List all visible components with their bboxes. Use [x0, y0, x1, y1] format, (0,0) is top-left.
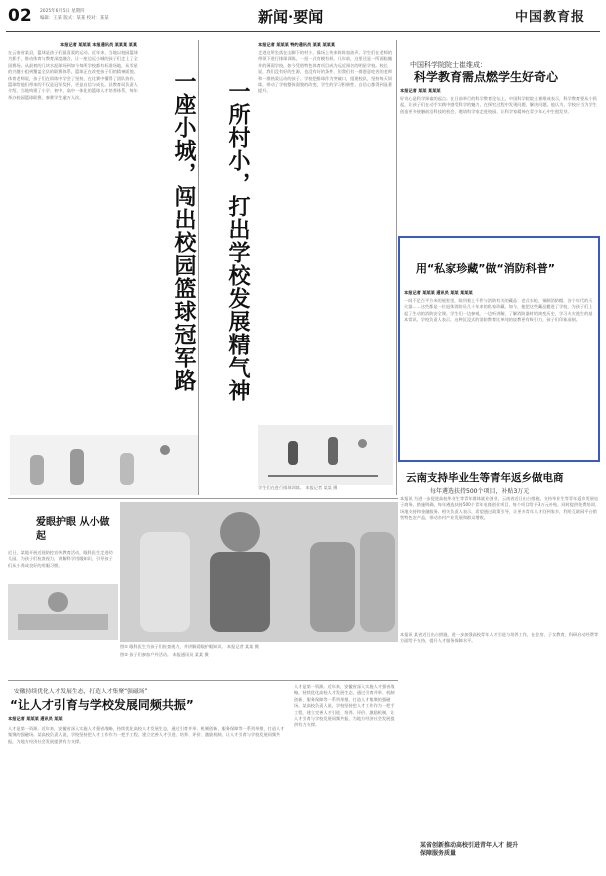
article-bottom-right — [400, 632, 600, 872]
article-science — [400, 40, 600, 230]
col-divider-2 — [396, 40, 397, 495]
byline: 本报记者 某某某 特约通讯员 某某 某某某 — [258, 42, 336, 47]
body: 走进这所坐落在山脚下的村小，操场上传来阵阵加油声。学生们在老师的带领下进行排球训练，一招一式有模有样。几年前，这里还是一所面临撤并的薄弱学校，如今凭借特色体育项目成为远近闻名的明星学校。校长说，我们没有好的生源，也没有好的条件，但我们有一群愿意吃苦的老师和一群热爱运动的孩子。学校把排球作为突破口，组建校队，坚持每天训练，带动了学校整体面貌的改变，学生的学习积极性、自信心都得到显著提升。 — [258, 50, 393, 94]
editor-line: 编辑：王某 版式：某某 校对：某某 — [40, 16, 109, 21]
headline: 云南支持毕业生等青年返乡做电商 — [406, 472, 564, 484]
horizontal-rule-2 — [8, 680, 398, 681]
body: 近日，某地开展近视防控宣传教育活动，眼科医生走进幼儿园，为孩子们检查视力，讲解科学用眼知识，引导孩子们从小养成良好的用眼习惯。 — [8, 550, 113, 568]
kicker: 安徽持续优化人才发展生态，打造人才集聚“强磁场” — [14, 689, 148, 695]
body: 在云南省某县，篮球是孩子们最喜爱的运动。近年来，当地以校园篮球为抓手，推动体育与教育深度融合，让一座边远小城的孩子们走上了全国赛场。从最初的几块水泥球场到如今每所学校都有标准场地，从零星的兴趣小组到覆盖全县的联赛体系，篮球正在改变孩子们的精神面貌。体育老师说，孩子们在训练中学会了坚持，在比赛中懂得了团队协作，篮球给他们带来的不仅是冠军奖杯，更是自信与成长。县教育局负责人介绍，当地构建了小学、初中、高中一体化的篮球人才培养体系，每年举办校园篮球联赛，参赛学生逾万人次。 — [8, 50, 138, 100]
page-number: 02 — [8, 6, 32, 26]
basketball-illustration — [10, 435, 198, 495]
masthead — [0, 0, 606, 36]
photo-small — [8, 584, 118, 640]
headline: “让人才引育与学校发展同频共振” — [10, 698, 194, 712]
byline: 本报记者 某某某 本报通讯员 某某某 某某 — [60, 42, 138, 47]
body: 本报讯 为进一步促进高校毕业生等青年群体就业创业，云南省近日出台措施，支持毕业生等青年返乡发展电子商务。措施明确，每年遴选扶持500个青年电商创业项目，每个项目给予3万元补贴，同时提供免费培训、场地支持和金融服务。相关负责人表示，希望通过政策引导，让更多青年人才回到家乡，利用互联网平台销售特色农产品，带动乡村产业发展和群众增收。 — [400, 496, 600, 521]
headline: 爱眼护眼 从小做起 — [36, 517, 110, 542]
paper-name: 中国教育报 — [515, 10, 586, 25]
article-yunnan — [400, 464, 600, 629]
article-talent-continued: 人才是第一资源。近年来，安徽省深入实施人才强省战略，持续优化高校人才发展生态，通过引育并举、机制创新、服务保障等一系列举措，打造人才集聚的强磁场。某高校负责人说，学校坚持把人才工作作为一把手工程，建立完善人才引进、培养、评价、激励机制，让人才引育与学校发展同频共振，为地方经济社会发展提供有力支撑。 — [294, 684, 395, 728]
photo-caption: 学生们在进行排球训练。 本报记者 某某 摄 — [258, 485, 338, 490]
article-village-school — [200, 40, 395, 490]
article-fire — [398, 236, 600, 462]
headline: 某省创新推动高校引进青年人才 提升保障服务质量 — [420, 842, 519, 857]
caption-1: 图① 眼科医生为孩子们检查视力，并讲解爱眼护眼知识。 本报记者 某某 摄 — [120, 644, 259, 649]
body: 本报讯 某省近日出台措施，进一步加强高校青年人才引进与培养工作，在住房、子女教育、科研启动经费等方面给予支持，提升人才服务保障水平。 — [400, 632, 599, 644]
masthead-rule — [6, 31, 600, 32]
byline: 本报记者 某某某 通讯员 某某 某某某 — [404, 290, 473, 295]
byline: 本报记者 某某某 通讯员 某某 — [8, 716, 63, 721]
article-talent — [8, 684, 288, 874]
headline: 一所村小，打出学校发展精气神 — [225, 80, 250, 402]
headline: 科学教育需点燃学生好奇心 — [414, 70, 559, 84]
kicker: 中国科学院院士崔维成： — [410, 61, 487, 69]
article-basketball — [8, 40, 198, 490]
body: 人才是第一资源。近年来，安徽省深入实施人才强省战略，持续优化高校人才发展生态，通过引育并举、机制创新、服务保障等一系列举措，打造人才集聚的强磁场。某高校负责人说，学校坚持把人才工作作为一把手工程，建立完善人才引进、培养、评价、激励机制，让人才引育与学校发展同频共振，为地方经济社会发展提供有力支撑。 — [8, 726, 285, 744]
byline: 本报记者 某某 某某某 — [400, 88, 441, 93]
headline: 一座小城，闯出校园篮球冠军路 — [171, 70, 196, 392]
col-divider-1 — [198, 40, 199, 495]
body: 一间不足百平方米的展室里，陈列着上千件与消防有关的藏品：老式水枪、铜制消防帽、各个年代的灭火器……这些都是一位退休消防员几十年来的私家珍藏。如今，他把这些藏品搬进了学校，为孩子们上起了生动的消防安全课。学生们一边参观，一边听讲解，了解消防器材的演变历史，学习火灾逃生的基本常识。学校负责人表示，这种沉浸式的消防教育比单纯的说教更有吸引力，孩子们印象深刻。 — [404, 298, 593, 323]
section-title: 新闻·要闻 — [258, 8, 324, 26]
horizontal-rule-1 — [8, 498, 398, 499]
body: 好奇心是科学探索的起点。在日前举行的科学教育论坛上，中国科学院院士崔维成表示，科学教育要从小抓起，让孩子们在动手实践中感受科学的魅力，在探究过程中发现问题、解决问题。他认为，学校应当为学生创造更多接触前沿科技的机会，邀请科学家走进校园，让科学家精神在青少年心中生根发芽。 — [400, 96, 597, 114]
article-eyecare — [8, 502, 398, 682]
photo-main — [120, 502, 398, 642]
caption-2: 图② 孩子们参加户外活动。 本报通讯员 某某 摄 — [120, 652, 209, 657]
subhead: 每年遴选扶持500个项目，补贴3万元 — [430, 488, 530, 495]
headline: 用“私家珍藏”做“消防科普” — [416, 262, 555, 275]
volleyball-photo — [258, 425, 393, 485]
date-line: 2025年6月5日 星期四 — [40, 9, 85, 14]
